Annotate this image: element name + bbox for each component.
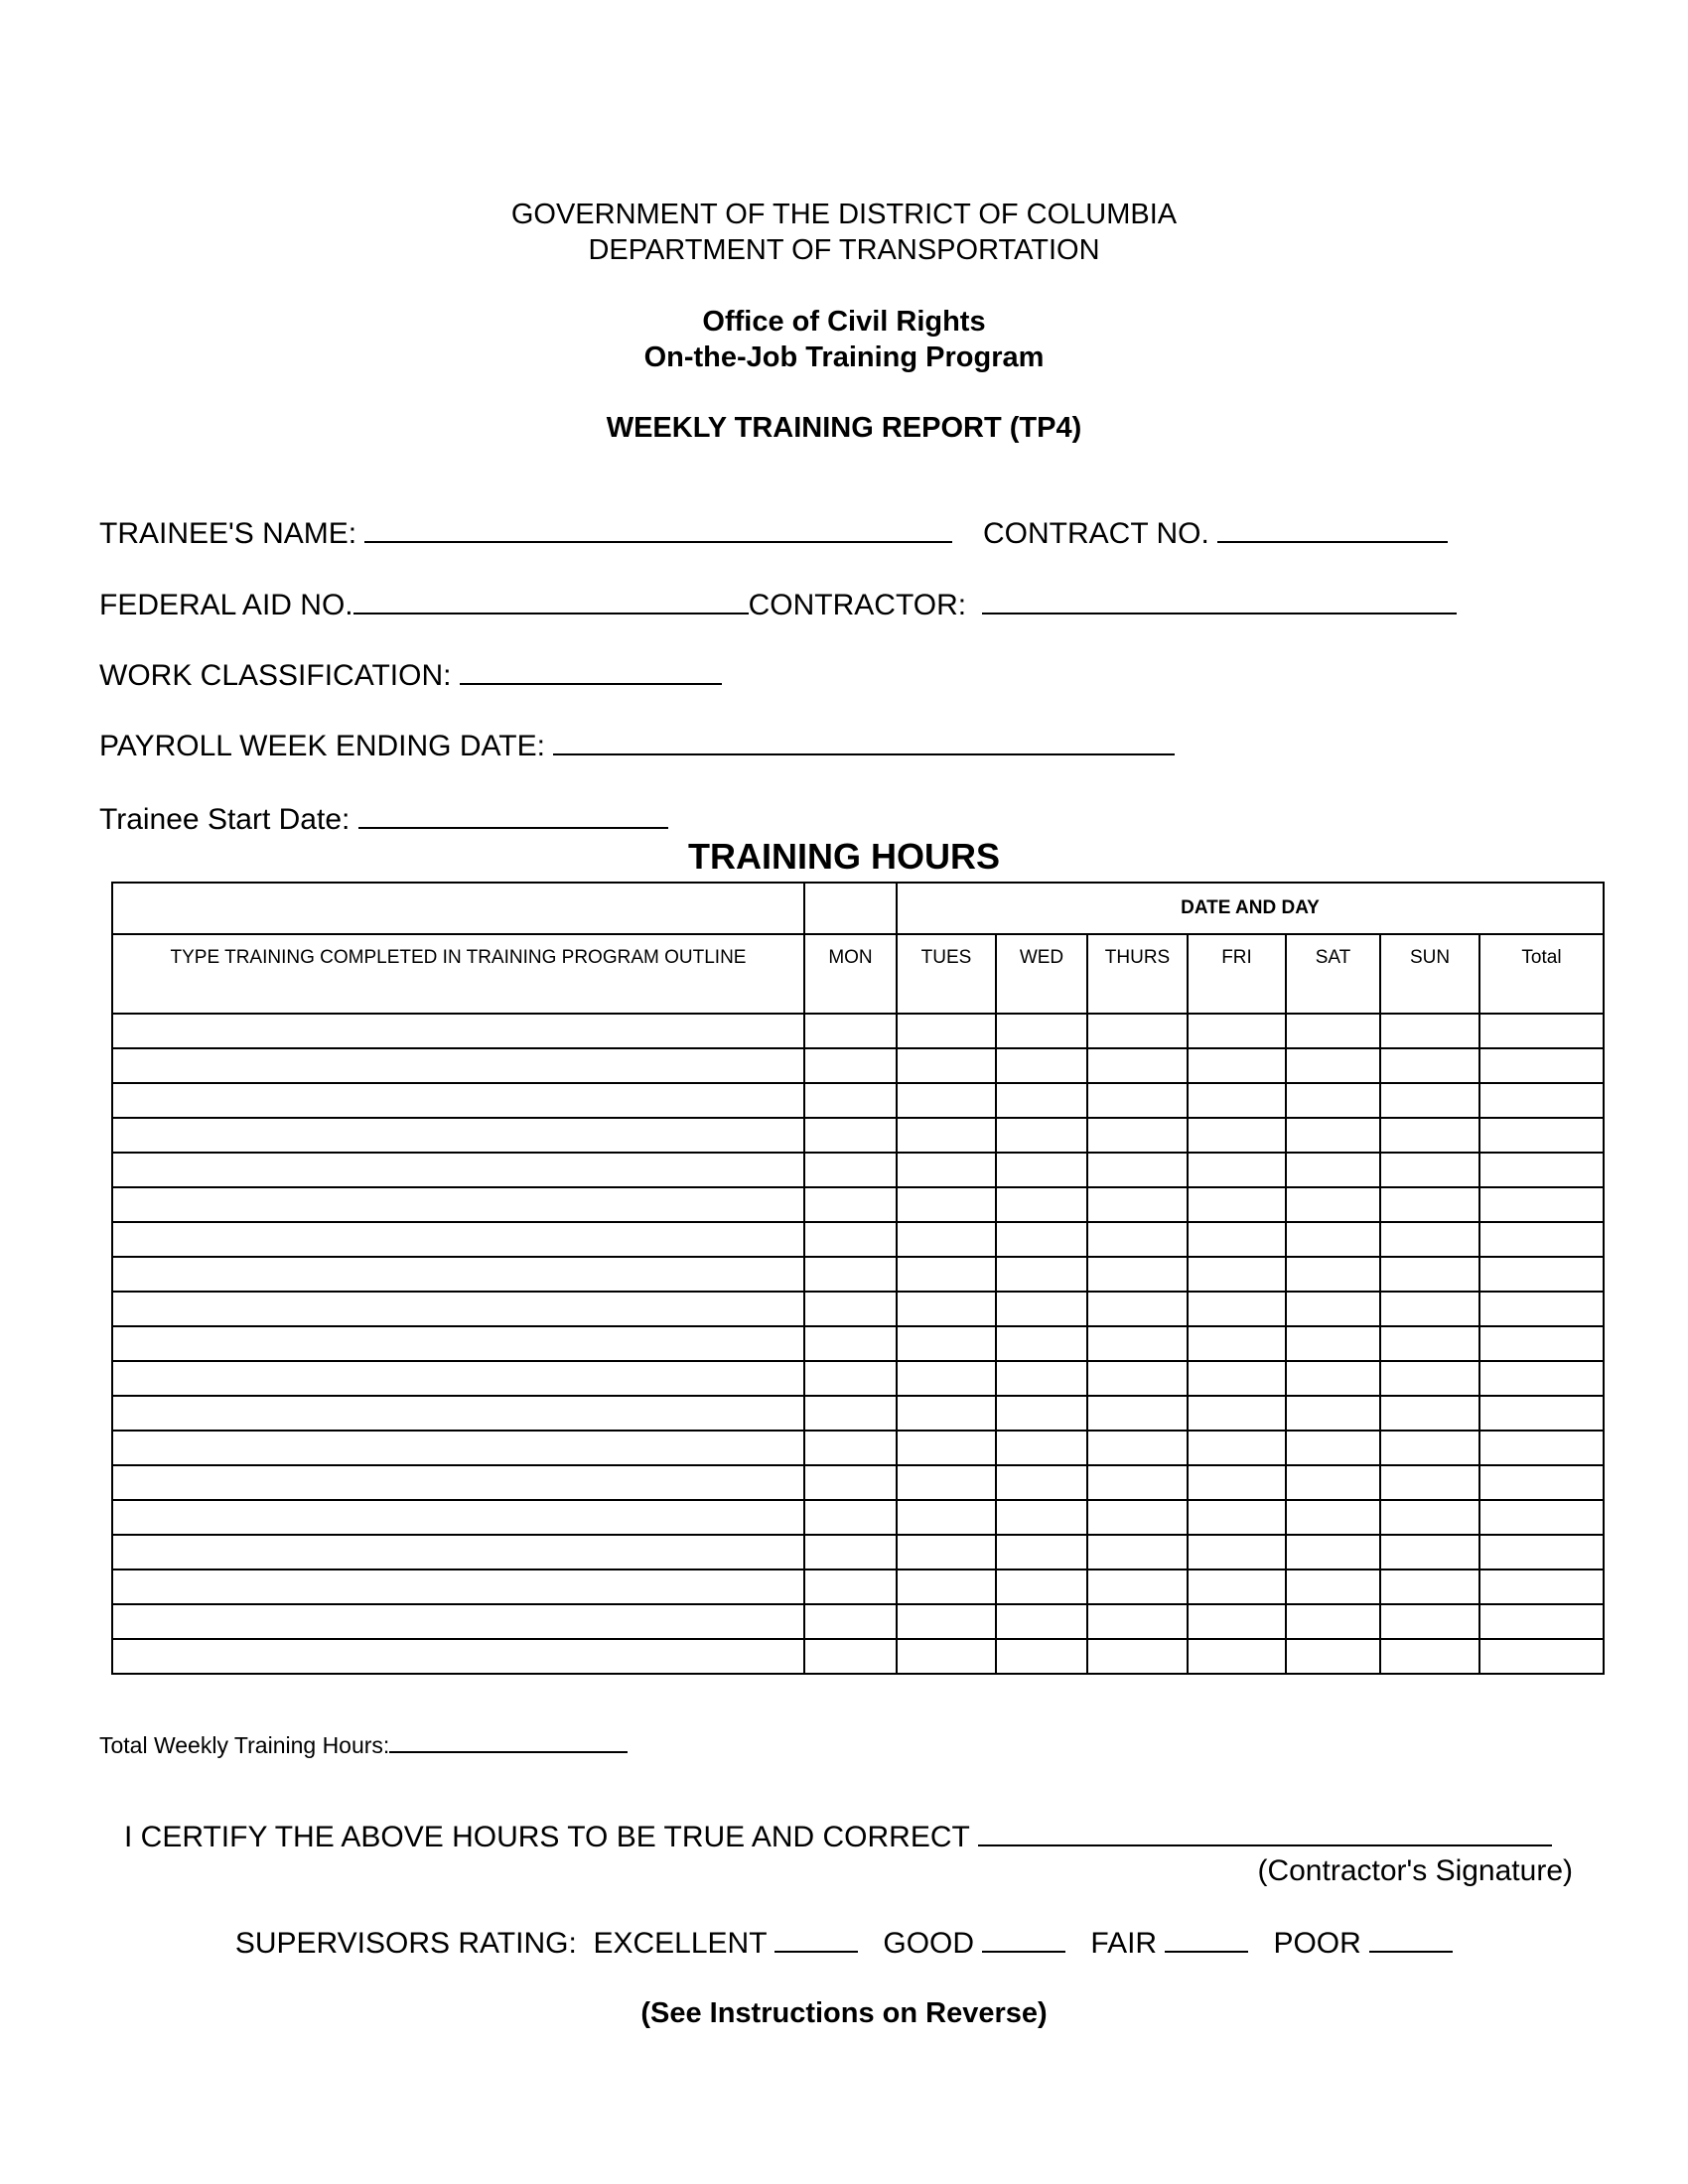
table-cell[interactable]	[1286, 1187, 1380, 1222]
instructions-note: (See Instructions on Reverse)	[640, 1997, 1048, 2029]
rating-poor-line[interactable]	[1369, 1925, 1453, 1953]
table-cell[interactable]	[1380, 1604, 1479, 1639]
table-cell[interactable]	[804, 1465, 897, 1500]
table-cell[interactable]	[804, 1361, 897, 1396]
work-classification-field[interactable]	[99, 657, 722, 693]
table-cell[interactable]	[804, 1048, 897, 1083]
table-cell[interactable]	[897, 1639, 996, 1674]
table-row	[112, 1257, 1604, 1292]
table-cell[interactable]	[1286, 1048, 1380, 1083]
table-cell[interactable]	[897, 1570, 996, 1604]
table-cell[interactable]	[1380, 1048, 1479, 1083]
table-cell[interactable]	[804, 1396, 897, 1431]
training-hours-table	[111, 882, 1605, 1675]
table-cell[interactable]	[996, 1187, 1087, 1222]
table-cell[interactable]	[1188, 1570, 1286, 1604]
table-cell[interactable]	[1380, 1187, 1479, 1222]
table-cell[interactable]	[112, 1257, 804, 1292]
table-cell[interactable]	[1188, 1639, 1286, 1674]
federal-aid-line[interactable]	[353, 587, 749, 614]
table-row	[112, 1083, 1604, 1118]
table-cell[interactable]	[1380, 1639, 1479, 1674]
table-row	[112, 1604, 1604, 1639]
table-cell[interactable]	[112, 1361, 804, 1396]
federal-aid-field[interactable]	[99, 587, 1457, 622]
total-weekly-label: Total Weekly Training Hours:	[99, 1732, 390, 1758]
table-cell[interactable]	[1188, 1083, 1286, 1118]
table-cell[interactable]	[897, 1222, 996, 1257]
report-title: WEEKLY TRAINING REPORT (TP4)	[606, 412, 1082, 444]
table-cell[interactable]	[1479, 1535, 1604, 1570]
table-cell[interactable]	[1087, 1570, 1188, 1604]
table-cell[interactable]	[996, 1292, 1087, 1326]
table-cell[interactable]	[1479, 1048, 1604, 1083]
table-cell[interactable]	[897, 1396, 996, 1431]
table-cell[interactable]	[1087, 1396, 1188, 1431]
column-header: MON	[804, 934, 897, 1014]
table-row	[112, 1153, 1604, 1187]
table-cell[interactable]	[1087, 1048, 1188, 1083]
table-cell[interactable]	[1479, 1604, 1604, 1639]
header-blank	[112, 883, 804, 934]
table-cell[interactable]	[1286, 1604, 1380, 1639]
start-date-field[interactable]	[99, 801, 668, 837]
table-cell[interactable]	[1286, 1153, 1380, 1187]
contract-no-field[interactable]	[983, 515, 1448, 551]
table-cell[interactable]	[112, 1500, 804, 1535]
table-cell[interactable]	[1380, 1222, 1479, 1257]
table-cell[interactable]	[1380, 1257, 1479, 1292]
table-cell[interactable]	[1380, 1083, 1479, 1118]
federal-aid-label: FEDERAL AID NO.	[99, 589, 353, 621]
table-cell[interactable]	[804, 1014, 897, 1048]
contract-no-line[interactable]	[1217, 515, 1448, 543]
table-cell[interactable]	[1286, 1465, 1380, 1500]
table-cell[interactable]	[1087, 1431, 1188, 1465]
table-cell[interactable]	[804, 1257, 897, 1292]
table-row	[112, 1014, 1604, 1048]
table-cell[interactable]	[1188, 1604, 1286, 1639]
table-cell[interactable]	[1479, 1118, 1604, 1153]
table-cell[interactable]	[996, 1222, 1087, 1257]
table-cell[interactable]	[112, 1396, 804, 1431]
table-cell[interactable]	[996, 1604, 1087, 1639]
table-cell[interactable]	[1286, 1292, 1380, 1326]
table-cell[interactable]	[1087, 1014, 1188, 1048]
table-cell[interactable]	[1380, 1535, 1479, 1570]
table-cell[interactable]	[1286, 1257, 1380, 1292]
table-cell[interactable]	[1479, 1222, 1604, 1257]
table-cell[interactable]	[897, 1014, 996, 1048]
table-cell[interactable]	[1286, 1535, 1380, 1570]
table-cell[interactable]	[1087, 1292, 1188, 1326]
contract-no-label: CONTRACT NO.	[983, 517, 1209, 550]
table-cell[interactable]	[1087, 1500, 1188, 1535]
table-row	[112, 1326, 1604, 1361]
signature-line[interactable]	[978, 1819, 1552, 1846]
government-heading: GOVERNMENT OF THE DISTRICT OF COLUMBIA	[510, 199, 1178, 230]
table-cell[interactable]	[1188, 1396, 1286, 1431]
table-cell[interactable]	[1188, 1465, 1286, 1500]
table-cell[interactable]	[1087, 1187, 1188, 1222]
table-cell[interactable]	[112, 1639, 804, 1674]
table-cell[interactable]	[1188, 1500, 1286, 1535]
table-row	[112, 1048, 1604, 1083]
table-cell[interactable]	[1286, 1083, 1380, 1118]
table-cell[interactable]	[804, 1431, 897, 1465]
table-cell[interactable]	[804, 1118, 897, 1153]
table-cell[interactable]	[1087, 1118, 1188, 1153]
table-cell[interactable]	[112, 1048, 804, 1083]
table-cell[interactable]	[112, 1153, 804, 1187]
table-cell[interactable]	[1286, 1222, 1380, 1257]
table-cell[interactable]	[897, 1361, 996, 1396]
table-cell[interactable]	[897, 1292, 996, 1326]
table-cell[interactable]	[1188, 1431, 1286, 1465]
rating-poor-label: POOR	[1273, 1927, 1361, 1960]
table-cell[interactable]	[1380, 1118, 1479, 1153]
office-heading: Office of Civil Rights	[702, 306, 986, 338]
table-cell[interactable]	[996, 1535, 1087, 1570]
table-cell[interactable]	[1479, 1014, 1604, 1048]
table-cell[interactable]	[996, 1570, 1087, 1604]
table-cell[interactable]	[1286, 1326, 1380, 1361]
table-cell[interactable]	[996, 1048, 1087, 1083]
table-row	[112, 1396, 1604, 1431]
table-cell[interactable]	[1188, 1292, 1286, 1326]
table-cell[interactable]	[996, 1257, 1087, 1292]
table-cell[interactable]	[1087, 1604, 1188, 1639]
table-cell[interactable]	[996, 1500, 1087, 1535]
table-cell[interactable]	[1188, 1153, 1286, 1187]
table-cell[interactable]	[1188, 1535, 1286, 1570]
column-header: Total	[1479, 934, 1604, 1014]
table-cell[interactable]	[1087, 1257, 1188, 1292]
table-cell[interactable]	[112, 1083, 804, 1118]
table-cell[interactable]	[1479, 1292, 1604, 1326]
table-row	[112, 1431, 1604, 1465]
date-and-day-header: DATE AND DAY	[897, 883, 1604, 934]
certify-field[interactable]	[124, 1819, 1552, 1854]
table-cell[interactable]	[996, 1326, 1087, 1361]
table-cell[interactable]	[804, 1083, 897, 1118]
table-cell[interactable]	[804, 1570, 897, 1604]
table-cell[interactable]	[1286, 1570, 1380, 1604]
table-cell[interactable]	[112, 1604, 804, 1639]
table-cell[interactable]	[1479, 1431, 1604, 1465]
table-cell[interactable]	[1479, 1570, 1604, 1604]
table-cell[interactable]	[897, 1431, 996, 1465]
table-cell[interactable]	[804, 1187, 897, 1222]
table-cell[interactable]	[1188, 1014, 1286, 1048]
table-cell[interactable]	[1087, 1361, 1188, 1396]
table-cell[interactable]	[897, 1083, 996, 1118]
table-cell[interactable]	[897, 1118, 996, 1153]
table-cell[interactable]	[804, 1604, 897, 1639]
table-cell[interactable]	[1479, 1326, 1604, 1361]
table-cell[interactable]	[1087, 1639, 1188, 1674]
contractor-line[interactable]	[982, 587, 1457, 614]
table-cell[interactable]	[112, 1187, 804, 1222]
table-cell[interactable]	[804, 1535, 897, 1570]
table-cell[interactable]	[1380, 1465, 1479, 1500]
table-cell[interactable]	[1286, 1361, 1380, 1396]
table-row	[112, 1222, 1604, 1257]
table-cell[interactable]	[897, 1465, 996, 1500]
table-cell[interactable]	[112, 1465, 804, 1500]
table-cell[interactable]	[897, 1604, 996, 1639]
table-cell[interactable]	[1087, 1222, 1188, 1257]
total-weekly-field[interactable]	[99, 1731, 628, 1759]
table-cell[interactable]	[1479, 1639, 1604, 1674]
payroll-week-label: PAYROLL WEEK ENDING DATE:	[99, 730, 545, 762]
table-cell[interactable]	[996, 1361, 1087, 1396]
certify-label: I CERTIFY THE ABOVE HOURS TO BE TRUE AND CORRECT	[124, 1821, 970, 1853]
table-cell[interactable]	[996, 1431, 1087, 1465]
table-cell[interactable]	[112, 1222, 804, 1257]
table-cell[interactable]	[1087, 1535, 1188, 1570]
table-cell[interactable]	[1286, 1396, 1380, 1431]
table-cell[interactable]	[996, 1639, 1087, 1674]
table-row	[112, 1187, 1604, 1222]
table-cell[interactable]	[1380, 1292, 1479, 1326]
table-cell[interactable]	[1188, 1048, 1286, 1083]
table-cell[interactable]	[804, 1222, 897, 1257]
table-cell[interactable]	[1286, 1639, 1380, 1674]
table-cell[interactable]	[1188, 1118, 1286, 1153]
rating-excellent-line[interactable]	[774, 1925, 858, 1953]
table-cell[interactable]	[1087, 1153, 1188, 1187]
department-heading: DEPARTMENT OF TRANSPORTATION	[588, 234, 1100, 266]
table-cell[interactable]	[1286, 1500, 1380, 1535]
payroll-week-line[interactable]	[553, 728, 1175, 755]
table-cell[interactable]	[112, 1292, 804, 1326]
work-classification-label: WORK CLASSIFICATION:	[99, 659, 452, 692]
signature-caption: (Contractor's Signature)	[1257, 1854, 1573, 1887]
table-cell[interactable]	[1479, 1083, 1604, 1118]
table-row	[112, 1292, 1604, 1326]
table-cell[interactable]	[1188, 1361, 1286, 1396]
supervisor-rating	[0, 1925, 1688, 1961]
table-cell[interactable]	[1087, 1083, 1188, 1118]
table-cell[interactable]	[897, 1153, 996, 1187]
table-cell[interactable]	[996, 1014, 1087, 1048]
table-cell[interactable]	[897, 1535, 996, 1570]
table-cell[interactable]	[1087, 1465, 1188, 1500]
table-row	[112, 1535, 1604, 1570]
table-cell[interactable]	[1479, 1396, 1604, 1431]
work-classification-line[interactable]	[460, 657, 722, 685]
table-cell[interactable]	[897, 1326, 996, 1361]
rating-fair-line[interactable]	[1165, 1925, 1248, 1953]
table-row	[112, 1570, 1604, 1604]
table-cell[interactable]	[996, 1153, 1087, 1187]
table-cell[interactable]	[1380, 1500, 1479, 1535]
table-cell[interactable]	[112, 1014, 804, 1048]
table-cell[interactable]	[1479, 1500, 1604, 1535]
table-cell[interactable]	[112, 1118, 804, 1153]
rating-good-label: GOOD	[883, 1927, 975, 1960]
column-header: TYPE TRAINING COMPLETED IN TRAINING PROGRAM OUTLINE	[112, 934, 804, 1014]
payroll-week-field[interactable]	[99, 728, 1175, 763]
table-cell[interactable]	[804, 1153, 897, 1187]
column-header: TUES	[897, 934, 996, 1014]
contractor-label: CONTRACTOR:	[748, 589, 967, 621]
rating-excellent-label: EXCELLENT	[593, 1927, 768, 1960]
table-cell[interactable]	[1286, 1118, 1380, 1153]
rating-fair-label: FAIR	[1090, 1927, 1158, 1960]
table-row	[112, 1118, 1604, 1153]
trainee-name-field[interactable]	[99, 515, 952, 551]
table-cell[interactable]	[804, 1292, 897, 1326]
training-hours-title: TRAINING HOURS	[688, 836, 1000, 877]
table-cell[interactable]	[1380, 1431, 1479, 1465]
trainee-name-label: TRAINEE'S NAME:	[99, 517, 357, 550]
table-cell[interactable]	[996, 1118, 1087, 1153]
table-cell[interactable]	[112, 1535, 804, 1570]
program-heading: On-the-Job Training Program	[643, 341, 1045, 373]
table-cell[interactable]	[804, 1326, 897, 1361]
table-cell[interactable]	[996, 1465, 1087, 1500]
table-cell[interactable]	[1479, 1153, 1604, 1187]
table-row	[112, 1465, 1604, 1500]
table-cell[interactable]	[897, 1257, 996, 1292]
table-cell[interactable]	[1380, 1014, 1479, 1048]
rating-label: SUPERVISORS RATING:	[234, 1927, 577, 1960]
table-cell[interactable]	[996, 1396, 1087, 1431]
table-cell[interactable]	[804, 1500, 897, 1535]
table-cell[interactable]	[1479, 1187, 1604, 1222]
table-cell[interactable]	[1479, 1361, 1604, 1396]
start-date-label: Trainee Start Date:	[99, 803, 351, 836]
header-blank	[804, 883, 897, 934]
table-cell[interactable]	[1380, 1361, 1479, 1396]
total-weekly-line[interactable]	[389, 1731, 628, 1753]
table-row	[112, 1361, 1604, 1396]
table-cell[interactable]	[897, 1048, 996, 1083]
table-cell[interactable]	[1188, 1222, 1286, 1257]
start-date-line[interactable]	[358, 801, 668, 829]
table-cell[interactable]	[1380, 1326, 1479, 1361]
table-cell[interactable]	[1087, 1326, 1188, 1361]
table-cell[interactable]	[897, 1187, 996, 1222]
table-cell[interactable]	[1479, 1465, 1604, 1500]
column-header: WED	[996, 934, 1087, 1014]
column-header: THURS	[1087, 934, 1188, 1014]
table-cell[interactable]	[1188, 1326, 1286, 1361]
table-cell[interactable]	[1286, 1014, 1380, 1048]
table-cell[interactable]	[112, 1431, 804, 1465]
table-cell[interactable]	[112, 1570, 804, 1604]
table-row	[112, 1639, 1604, 1674]
column-header: SAT	[1286, 934, 1380, 1014]
table-row	[112, 1500, 1604, 1535]
table-cell[interactable]	[1380, 1570, 1479, 1604]
table-cell[interactable]	[804, 1639, 897, 1674]
table-cell[interactable]	[112, 1326, 804, 1361]
column-header: SUN	[1380, 934, 1479, 1014]
table-cell[interactable]	[1479, 1257, 1604, 1292]
table-cell[interactable]	[1380, 1153, 1479, 1187]
table-cell[interactable]	[1380, 1396, 1479, 1431]
table-cell[interactable]	[1188, 1187, 1286, 1222]
table-cell[interactable]	[1188, 1257, 1286, 1292]
table-cell[interactable]	[996, 1083, 1087, 1118]
table-cell[interactable]	[1286, 1431, 1380, 1465]
rating-good-line[interactable]	[982, 1925, 1065, 1953]
trainee-name-line[interactable]	[364, 515, 952, 543]
column-header: FRI	[1188, 934, 1286, 1014]
table-cell[interactable]	[897, 1500, 996, 1535]
